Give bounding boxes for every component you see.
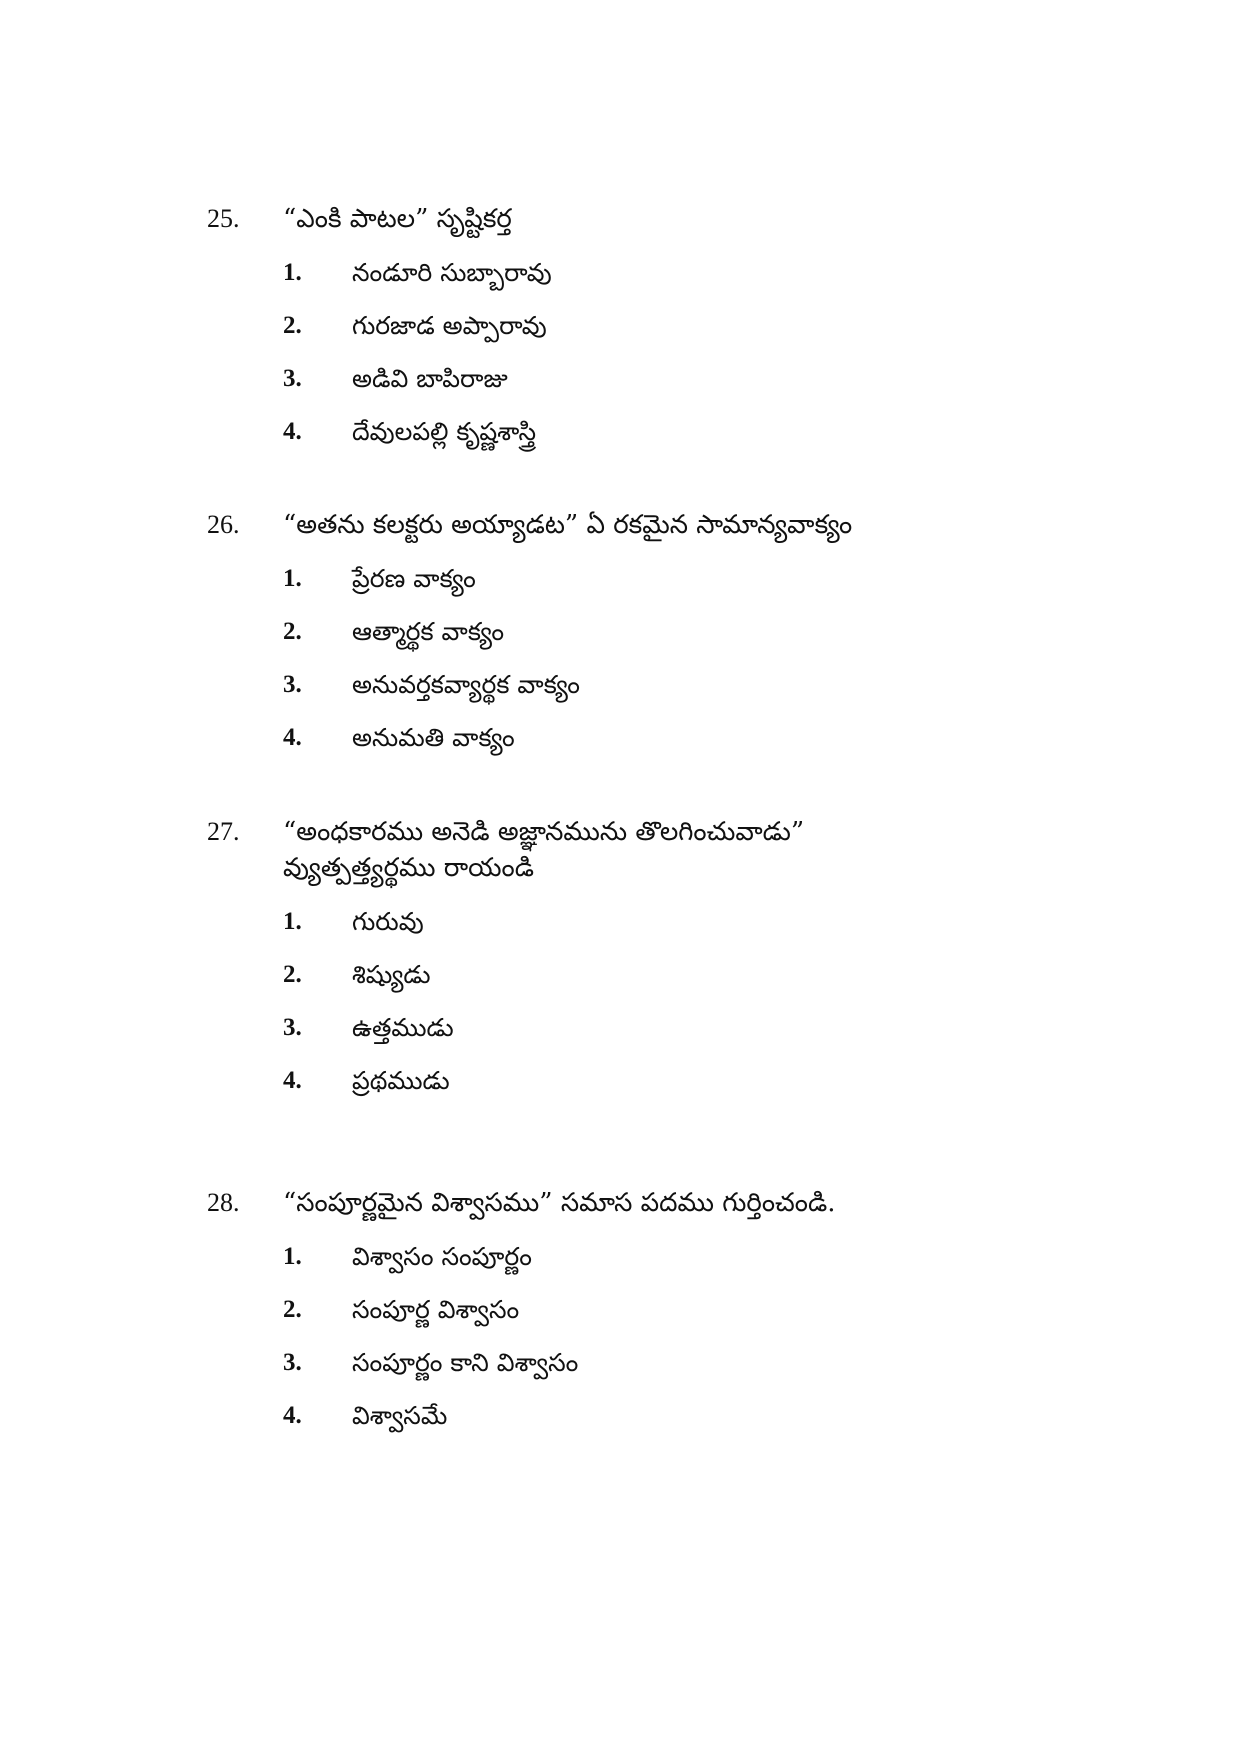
option-number: 1. <box>283 908 302 935</box>
option-text: సంపూర్ణ విశ్వాసం <box>352 1295 520 1324</box>
option-number: 2. <box>283 961 302 988</box>
option-2[interactable] <box>207 615 1107 649</box>
option-3[interactable] <box>207 1011 1107 1045</box>
option-list <box>207 1240 1107 1433</box>
option-number: 2. <box>283 618 302 645</box>
question-26 <box>207 508 1107 774</box>
option-number: 4. <box>283 418 302 445</box>
option-list <box>207 905 1107 1098</box>
option-number: 3. <box>283 671 302 698</box>
option-4[interactable] <box>207 721 1107 755</box>
question-28 <box>207 1186 1107 1452</box>
option-number: 4. <box>283 1402 302 1429</box>
option-list <box>207 562 1107 755</box>
option-list <box>207 256 1107 449</box>
option-number: 3. <box>283 1349 302 1376</box>
option-text: సంపూర్ణం కాని విశ్వాసం <box>352 1348 579 1377</box>
question-text: “అతను కలక్టరు అయ్యాడట” ఏ రకమైన సామాన్యవాక్యం <box>283 510 853 540</box>
question-number: 28. <box>207 1188 240 1217</box>
option-number: 1. <box>283 565 302 592</box>
option-4[interactable] <box>207 415 1107 449</box>
option-text: అడివి బాపిరాజు <box>352 364 508 393</box>
option-text: విశ్వాసం సంపూర్ణం <box>352 1242 532 1271</box>
option-3[interactable] <box>207 668 1107 702</box>
option-text: ఉత్తముడు <box>352 1013 454 1042</box>
option-text: అనుమతి వాక్యం <box>352 723 515 752</box>
option-1[interactable] <box>207 905 1107 939</box>
option-number: 2. <box>283 1296 302 1323</box>
option-number: 1. <box>283 259 302 286</box>
option-text: గురువు <box>352 907 424 936</box>
question-27 <box>207 815 1107 1117</box>
option-number: 4. <box>283 724 302 751</box>
question-text: “సంపూర్ణమైన విశ్వాసము” సమాస పదము గుర్తించండి. <box>283 1188 836 1218</box>
question-number: 25. <box>207 204 240 233</box>
option-number: 3. <box>283 365 302 392</box>
option-number: 4. <box>283 1067 302 1094</box>
question-25 <box>207 202 1107 468</box>
option-2[interactable] <box>207 1293 1107 1327</box>
option-text: ప్రేరణ వాక్యం <box>352 564 476 593</box>
option-text: నండూరి సుబ్బారావు <box>352 258 552 287</box>
option-4[interactable] <box>207 1064 1107 1098</box>
question-text: “ఎంకి పాటల” సృష్టికర్త <box>283 204 512 234</box>
question-text: “అంధకారము అనెడి అజ్ఞానమును తొలగించువాడు” <box>283 817 805 847</box>
option-text: ప్రథముడు <box>352 1066 450 1095</box>
option-text: దేవులపల్లి కృష్ణశాస్త్రి <box>352 417 537 446</box>
option-number: 3. <box>283 1014 302 1041</box>
option-1[interactable] <box>207 1240 1107 1274</box>
option-number: 1. <box>283 1243 302 1270</box>
option-text: ఆత్మార్థక వాక్యం <box>352 617 505 646</box>
question-text-line-2: వ్యుత్పత్త్యర్థము రాయండి <box>283 853 534 883</box>
option-text: విశ్వాసమే <box>352 1401 448 1430</box>
option-1[interactable] <box>207 256 1107 290</box>
option-text: శిష్యుడు <box>352 960 431 989</box>
option-text: గురజాడ అప్పారావు <box>352 311 547 340</box>
option-3[interactable] <box>207 362 1107 396</box>
question-number: 26. <box>207 510 240 539</box>
option-text: అనువర్తకవ్యార్థక వాక్యం <box>352 670 580 699</box>
option-2[interactable] <box>207 958 1107 992</box>
question-number: 27. <box>207 817 240 846</box>
option-1[interactable] <box>207 562 1107 596</box>
option-3[interactable] <box>207 1346 1107 1380</box>
option-2[interactable] <box>207 309 1107 343</box>
option-number: 2. <box>283 312 302 339</box>
option-4[interactable] <box>207 1399 1107 1433</box>
